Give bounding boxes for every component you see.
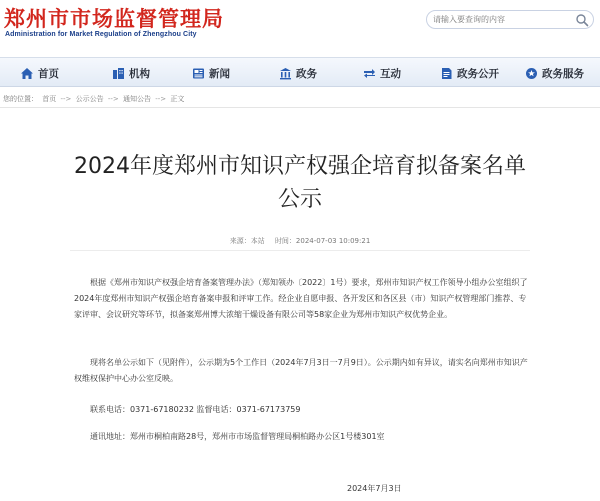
breadcrumb-home[interactable]: 首页 — [42, 95, 57, 103]
site-header — [0, 0, 600, 57]
site-subtitle: Administration for Market Regulation of Zhengzhou City — [5, 31, 197, 38]
article-paragraph: 现将名单公示如下（见附件），公示期为5个工作日（2024年7月3日一7月9日）。公示期内如有异议，请实名向郑州市知识产权维权保护中心办公室反映。 — [74, 358, 528, 383]
article-source: 来源：本站 — [229, 237, 265, 245]
search-input[interactable] — [433, 12, 573, 27]
breadcrumb-notices[interactable]: 公示公告 — [75, 95, 104, 103]
article-meta — [0, 236, 600, 246]
service-icon — [525, 67, 538, 80]
nav-item-home[interactable] — [20, 58, 59, 88]
nav-item-service[interactable] — [525, 58, 584, 88]
article-paragraph: 根据《郑州市知识产权强企培育备案管理办法》（郑知领办〔2022〕1号）要求，郑州市知识产权工作领导小组办公室组织了2024年度郑州市知识产权强企培育备案申报和评审工作。经企业自愿申报、各开发区和各区县（市）知识产权管理部门推荐、专家评审、会议研究等环节，拟备案郑州博大浓缩干燥设备有限公司等58家企业为郑州市知识产权优势企业。 — [74, 278, 528, 319]
breadcrumb — [3, 94, 186, 104]
nav-label: 新闻 — [209, 67, 230, 80]
search-box — [426, 10, 594, 29]
main-nav — [0, 57, 600, 87]
contact-address: 通讯地址：郑州市桐柏南路28号，郑州市市场监督管理局桐柏路办公区1号楼301室 — [90, 432, 385, 441]
divider — [0, 107, 600, 108]
nav-item-org[interactable] — [112, 58, 150, 88]
breadcrumb-separator: --> — [155, 95, 167, 103]
article-date: 2024年7月3日 — [347, 484, 402, 493]
open-government-icon — [440, 67, 453, 80]
site-title[interactable]: 郑州市市场监督管理局 — [4, 7, 224, 31]
contact-phones: 联系电话：0371-67180232 监督电话：0371-67173759 — [90, 405, 301, 414]
building-icon — [112, 67, 125, 80]
nav-label: 首页 — [38, 67, 59, 80]
nav-item-open-government[interactable] — [440, 58, 499, 88]
government-icon — [279, 67, 292, 80]
nav-label: 互动 — [380, 67, 401, 80]
nav-label: 机构 — [129, 67, 150, 80]
article-time: 时间：2024-07-03 10:09:21 — [274, 237, 371, 245]
home-icon — [20, 67, 34, 80]
nav-label: 政务 — [296, 67, 317, 80]
news-icon — [192, 67, 205, 80]
nav-label: 政务公开 — [457, 67, 499, 80]
article-title: 2024年度郑州市知识产权强企培育拟备案名单公示 — [74, 154, 526, 212]
divider — [70, 250, 530, 251]
breadcrumb-separator: --> — [107, 95, 119, 103]
nav-item-gov[interactable] — [279, 58, 317, 88]
interaction-icon — [363, 67, 376, 80]
breadcrumb-current: 正文 — [170, 95, 185, 103]
breadcrumb-announcements[interactable]: 通知公告 — [123, 95, 152, 103]
nav-item-news[interactable] — [192, 58, 230, 88]
breadcrumb-prefix: 您的位置： — [3, 95, 38, 103]
breadcrumb-separator: --> — [60, 95, 72, 103]
nav-label: 政务服务 — [542, 67, 584, 80]
nav-item-interaction[interactable] — [363, 58, 401, 88]
search-icon[interactable] — [575, 13, 589, 27]
